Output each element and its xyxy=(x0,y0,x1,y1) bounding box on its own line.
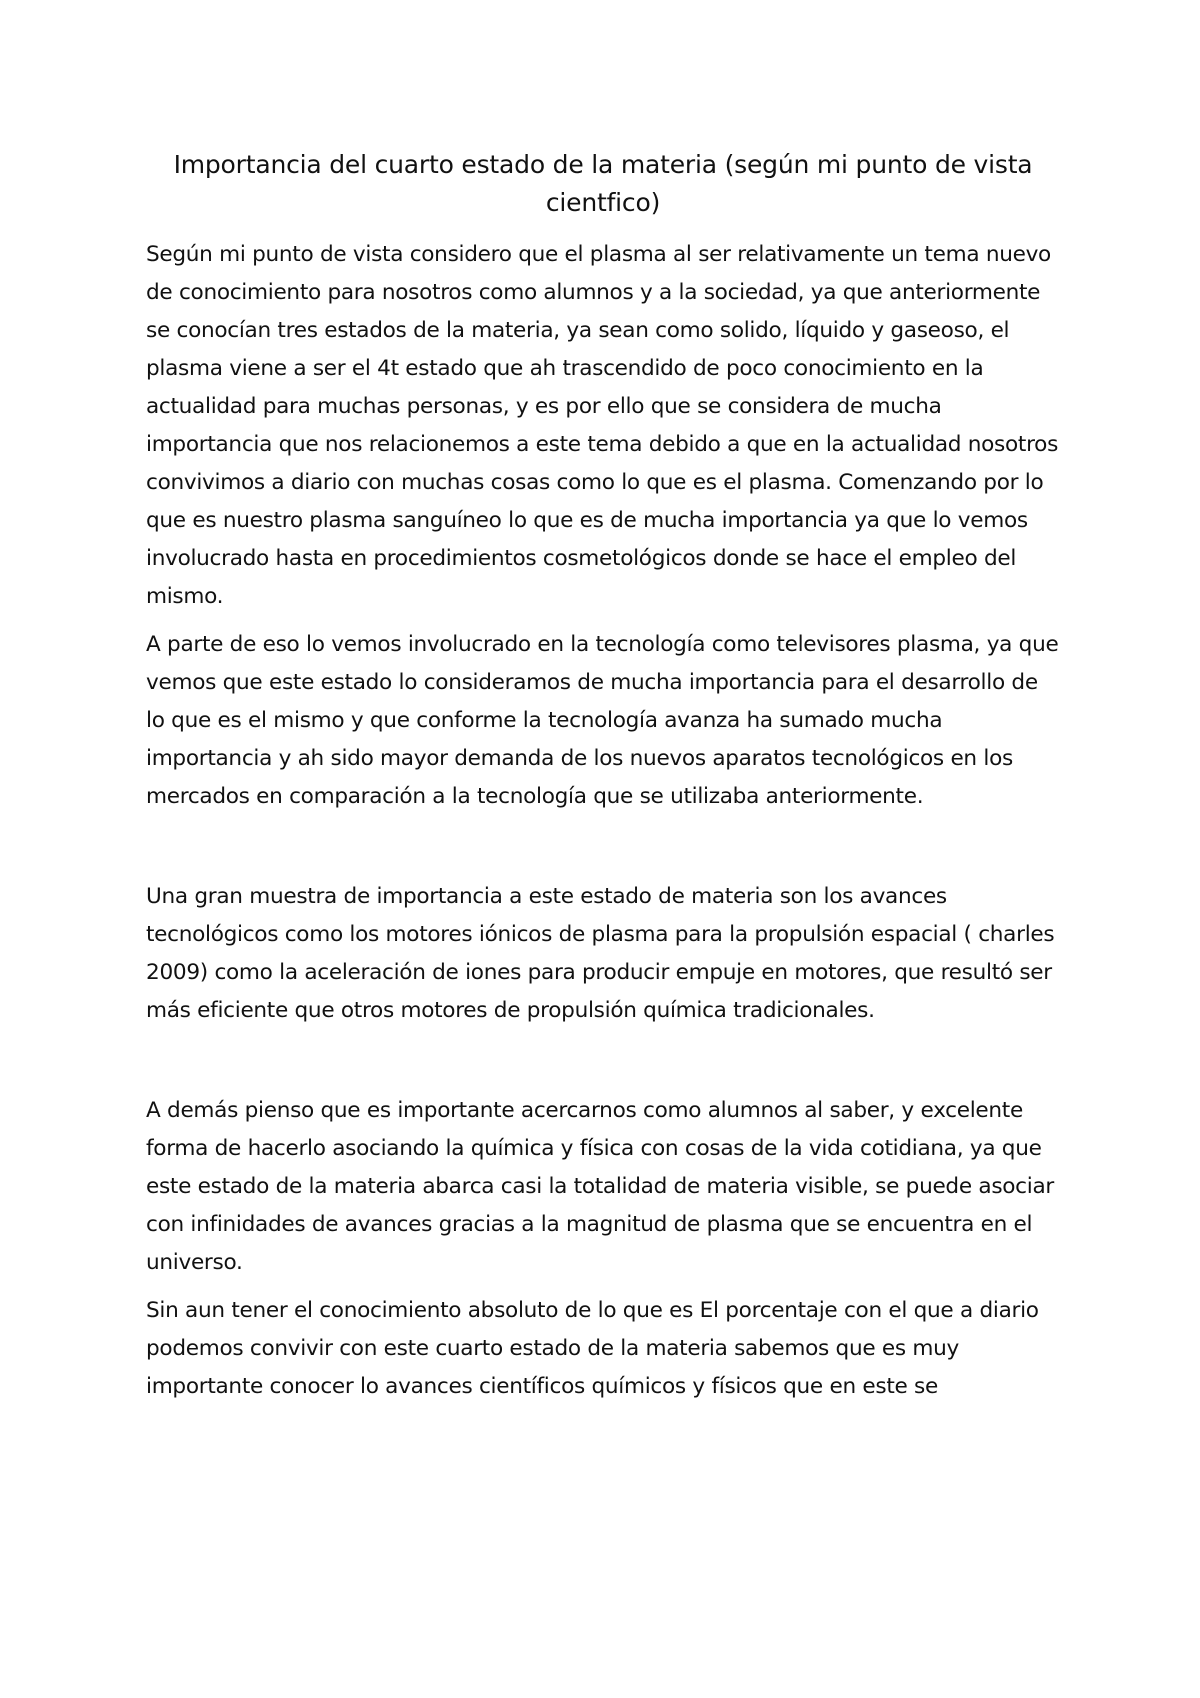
paragraph-5: Sin aun tener el conocimiento absoluto de lo que es El porcentaje con el que a diario podemos convivir con este cuarto estado de la materia sabemos que es muy importante conocer lo avances científicos químicos y físicos que en este se xyxy=(146,1298,1039,1399)
paragraph-2: A parte de eso lo vemos involucrado en la tecnología como televisores plasma, ya que vemos que este estado lo consideramos de mucha importancia para el desarrollo de lo que es el mismo y que conforme la tecnología avanza ha sumado mucha importancia y ah sido mayor demanda de los nuevos aparatos tecnológicos en los mercados en comparación a la tecnología que se utilizaba anteriormente. xyxy=(146,632,1059,809)
paragraph-gap xyxy=(146,826,1060,878)
paragraph-gap xyxy=(146,1040,1060,1092)
paragraph-3: Una gran muestra de importancia a este estado de materia son los avances tecnológicos como los motores iónicos de plasma para la propulsión espacial ( charles 2009) como la aceleración de iones para producir empuje en motores, que resultó ser más eficiente que otros motores de propulsión química tradicionales. xyxy=(146,884,1055,1023)
paragraph-1: Según mi punto de vista considero que el plasma al ser relativamente un tema nuevo de conocimiento para nosotros como alumnos y a la sociedad, ya que anteriormente se conocían tres estados de la materia, ya sean como solido, líquido y gaseoso, el plasma viene a ser el 4t estado que ah trascendido de poco conocimiento en la actualidad para muchas personas, y es por ello que se considera de mucha importancia que nos relacionemos a este tema debido a que en la actualidad nosotros convivimos a diario con muchas cosas como lo que es el plasma. Comenzando por lo que es nuestro plasma sanguíneo lo que es de mucha importancia ya que lo vemos involucrado hasta en procedimientos cosmetológicos donde se hace el empleo del mismo. xyxy=(146,242,1059,609)
document-title: Importancia del cuarto estado de la materia (según mi punto de vista cientfico) xyxy=(173,150,1033,217)
paragraph-4: A demás pienso que es importante acercarnos como alumnos al saber, y excelente forma de hacerlo asociando la química y física con cosas de la vida cotidiana, ya que este estado de la materia abarca casi la totalidad de materia visible, se puede asociar con infinidades de avances gracias a la magnitud de plasma que se encuentra en el universo. xyxy=(146,1098,1054,1275)
